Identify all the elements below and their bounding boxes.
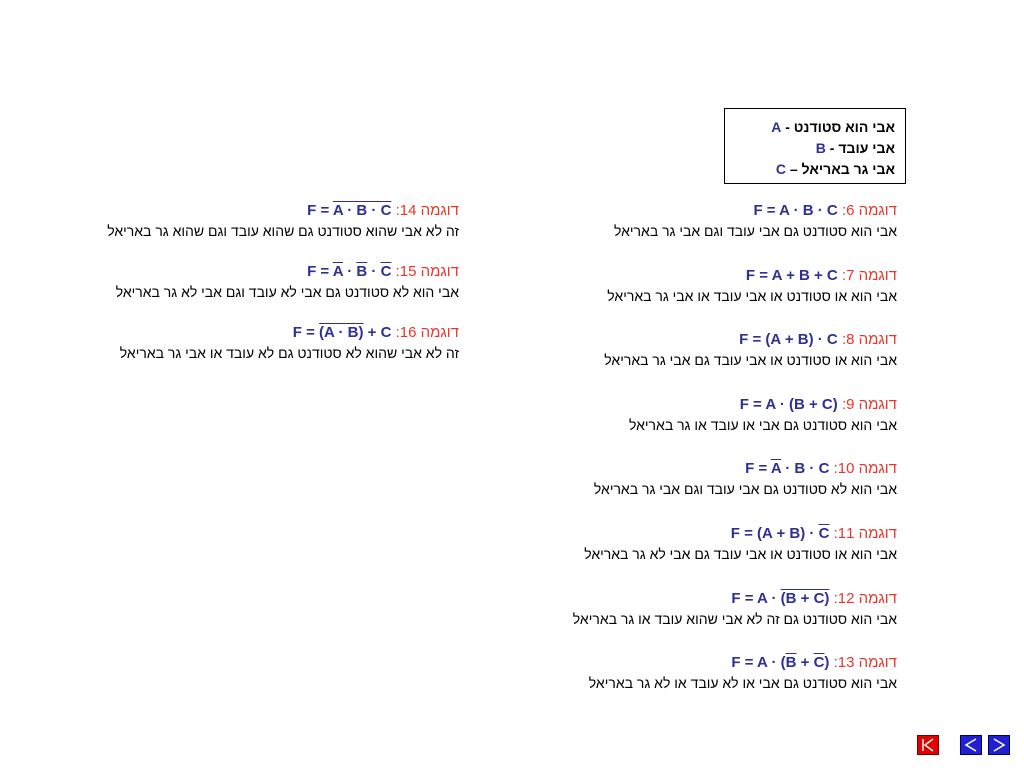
- legend-var: C: [775, 161, 787, 177]
- example-description: אבי הוא לא סטודנט גם אבי לא עובד וגם אבי לא גר באריאל: [115, 284, 459, 300]
- legend-text: אבי הוא סטודנט: [793, 119, 895, 135]
- formula: $F = (A + B) \cdot \overline{C}$: [730, 524, 830, 542]
- example-description: אבי הוא או סטודנט או אבי עובד או אבי גר באריאל: [607, 287, 897, 304]
- formula: $F = A \cdot (\overline{B} + \overline{C})$: [731, 654, 830, 672]
- formula: F = (A · B) + C: [292, 324, 392, 341]
- legend-row-c: אבי גר באריאל – C: [775, 161, 895, 177]
- example-label: דוגמה 15:: [395, 263, 459, 280]
- example-description: אבי הוא לא סטודנט גם אבי עובד וגם אבי גר באריאל: [593, 481, 897, 498]
- formula: F = A · (B + C): [731, 589, 830, 607]
- legend-var: A: [771, 119, 782, 135]
- legend-var: B: [815, 140, 826, 156]
- example-label: דוגמה 7:: [841, 266, 897, 284]
- example-label: דוגמה 10:: [833, 460, 897, 478]
- example-label: דוגמה 16:: [395, 324, 459, 341]
- example-10: [437, 458, 897, 523]
- example-11: [437, 523, 897, 588]
- previous-slide-button[interactable]: [960, 735, 982, 755]
- example-9: [437, 394, 897, 459]
- example-description: אבי הוא סטודנט גם אבי או לא עובד או לא גר באריאל: [588, 675, 897, 692]
- example-description: אבי הוא סטודנט גם זה לא אבי שהוא עובד או גר באריאל: [572, 610, 897, 627]
- examples-right-column: [437, 200, 897, 717]
- formula: $F = \overline{A} \cdot B \cdot C$: [745, 460, 830, 478]
- example-label: דוגמה 12:: [833, 589, 897, 607]
- first-slide-button[interactable]: [917, 735, 939, 755]
- examples-left-column: [39, 200, 459, 383]
- example-6: [437, 200, 897, 265]
- example-13: [437, 652, 897, 717]
- example-16: [39, 322, 459, 383]
- example-label: דוגמה 13:: [833, 654, 897, 672]
- legend-text: אבי גר באריאל: [801, 161, 895, 177]
- legend-row-a: אבי הוא סטודנט - A: [771, 119, 895, 135]
- formula: F = A + B + C: [745, 266, 838, 284]
- formula: $F = \overline{A} \cdot \overline{B} \cdot \overline{C}$: [307, 263, 392, 280]
- example-description: אבי הוא סטודנט גם אבי עובד וגם אבי גר באריאל: [613, 223, 897, 239]
- example-label: דוגמה 14:: [395, 202, 459, 219]
- example-label: דוגמה 9:: [841, 395, 897, 413]
- example-description: זה לא אבי שהוא לא סטודנט גם לא עובד או אבי גר באריאל: [119, 345, 459, 361]
- example-label: דוגמה 8:: [841, 331, 897, 349]
- formula: F = A · B · C: [307, 202, 392, 219]
- example-description: זה לא אבי שהוא סטודנט גם שהוא עובד וגם שהוא גר באריאל: [107, 223, 459, 239]
- example-12: [437, 588, 897, 653]
- formula: F = A · (B + C): [739, 395, 838, 413]
- example-label: דוגמה 11:: [833, 524, 897, 542]
- legend-text: אבי עובד: [838, 140, 895, 156]
- example-description: אבי הוא או סטודנט או אבי עובד גם אבי גר באריאל: [604, 352, 897, 369]
- example-label: דוגמה 6:: [841, 202, 897, 219]
- previous-slide-icon: [961, 736, 981, 754]
- first-slide-icon: [918, 736, 938, 754]
- example-14: [39, 200, 459, 261]
- example-8: [437, 329, 897, 394]
- formula: F = A · B · C: [753, 202, 838, 219]
- next-slide-icon: [989, 736, 1009, 754]
- next-slide-button[interactable]: [988, 735, 1010, 755]
- example-7: [437, 265, 897, 330]
- example-15: [39, 261, 459, 322]
- example-description: אבי הוא או סטודנט או אבי עובד גם אבי לא גר באריאל: [584, 545, 897, 562]
- variable-legend: [724, 108, 906, 184]
- example-description: אבי הוא סטודנט גם אבי או עובד או גר באריאל: [628, 416, 897, 433]
- legend-row-b: אבי עובד - B: [815, 140, 895, 156]
- formula: F = (A + B) · C: [739, 331, 838, 349]
